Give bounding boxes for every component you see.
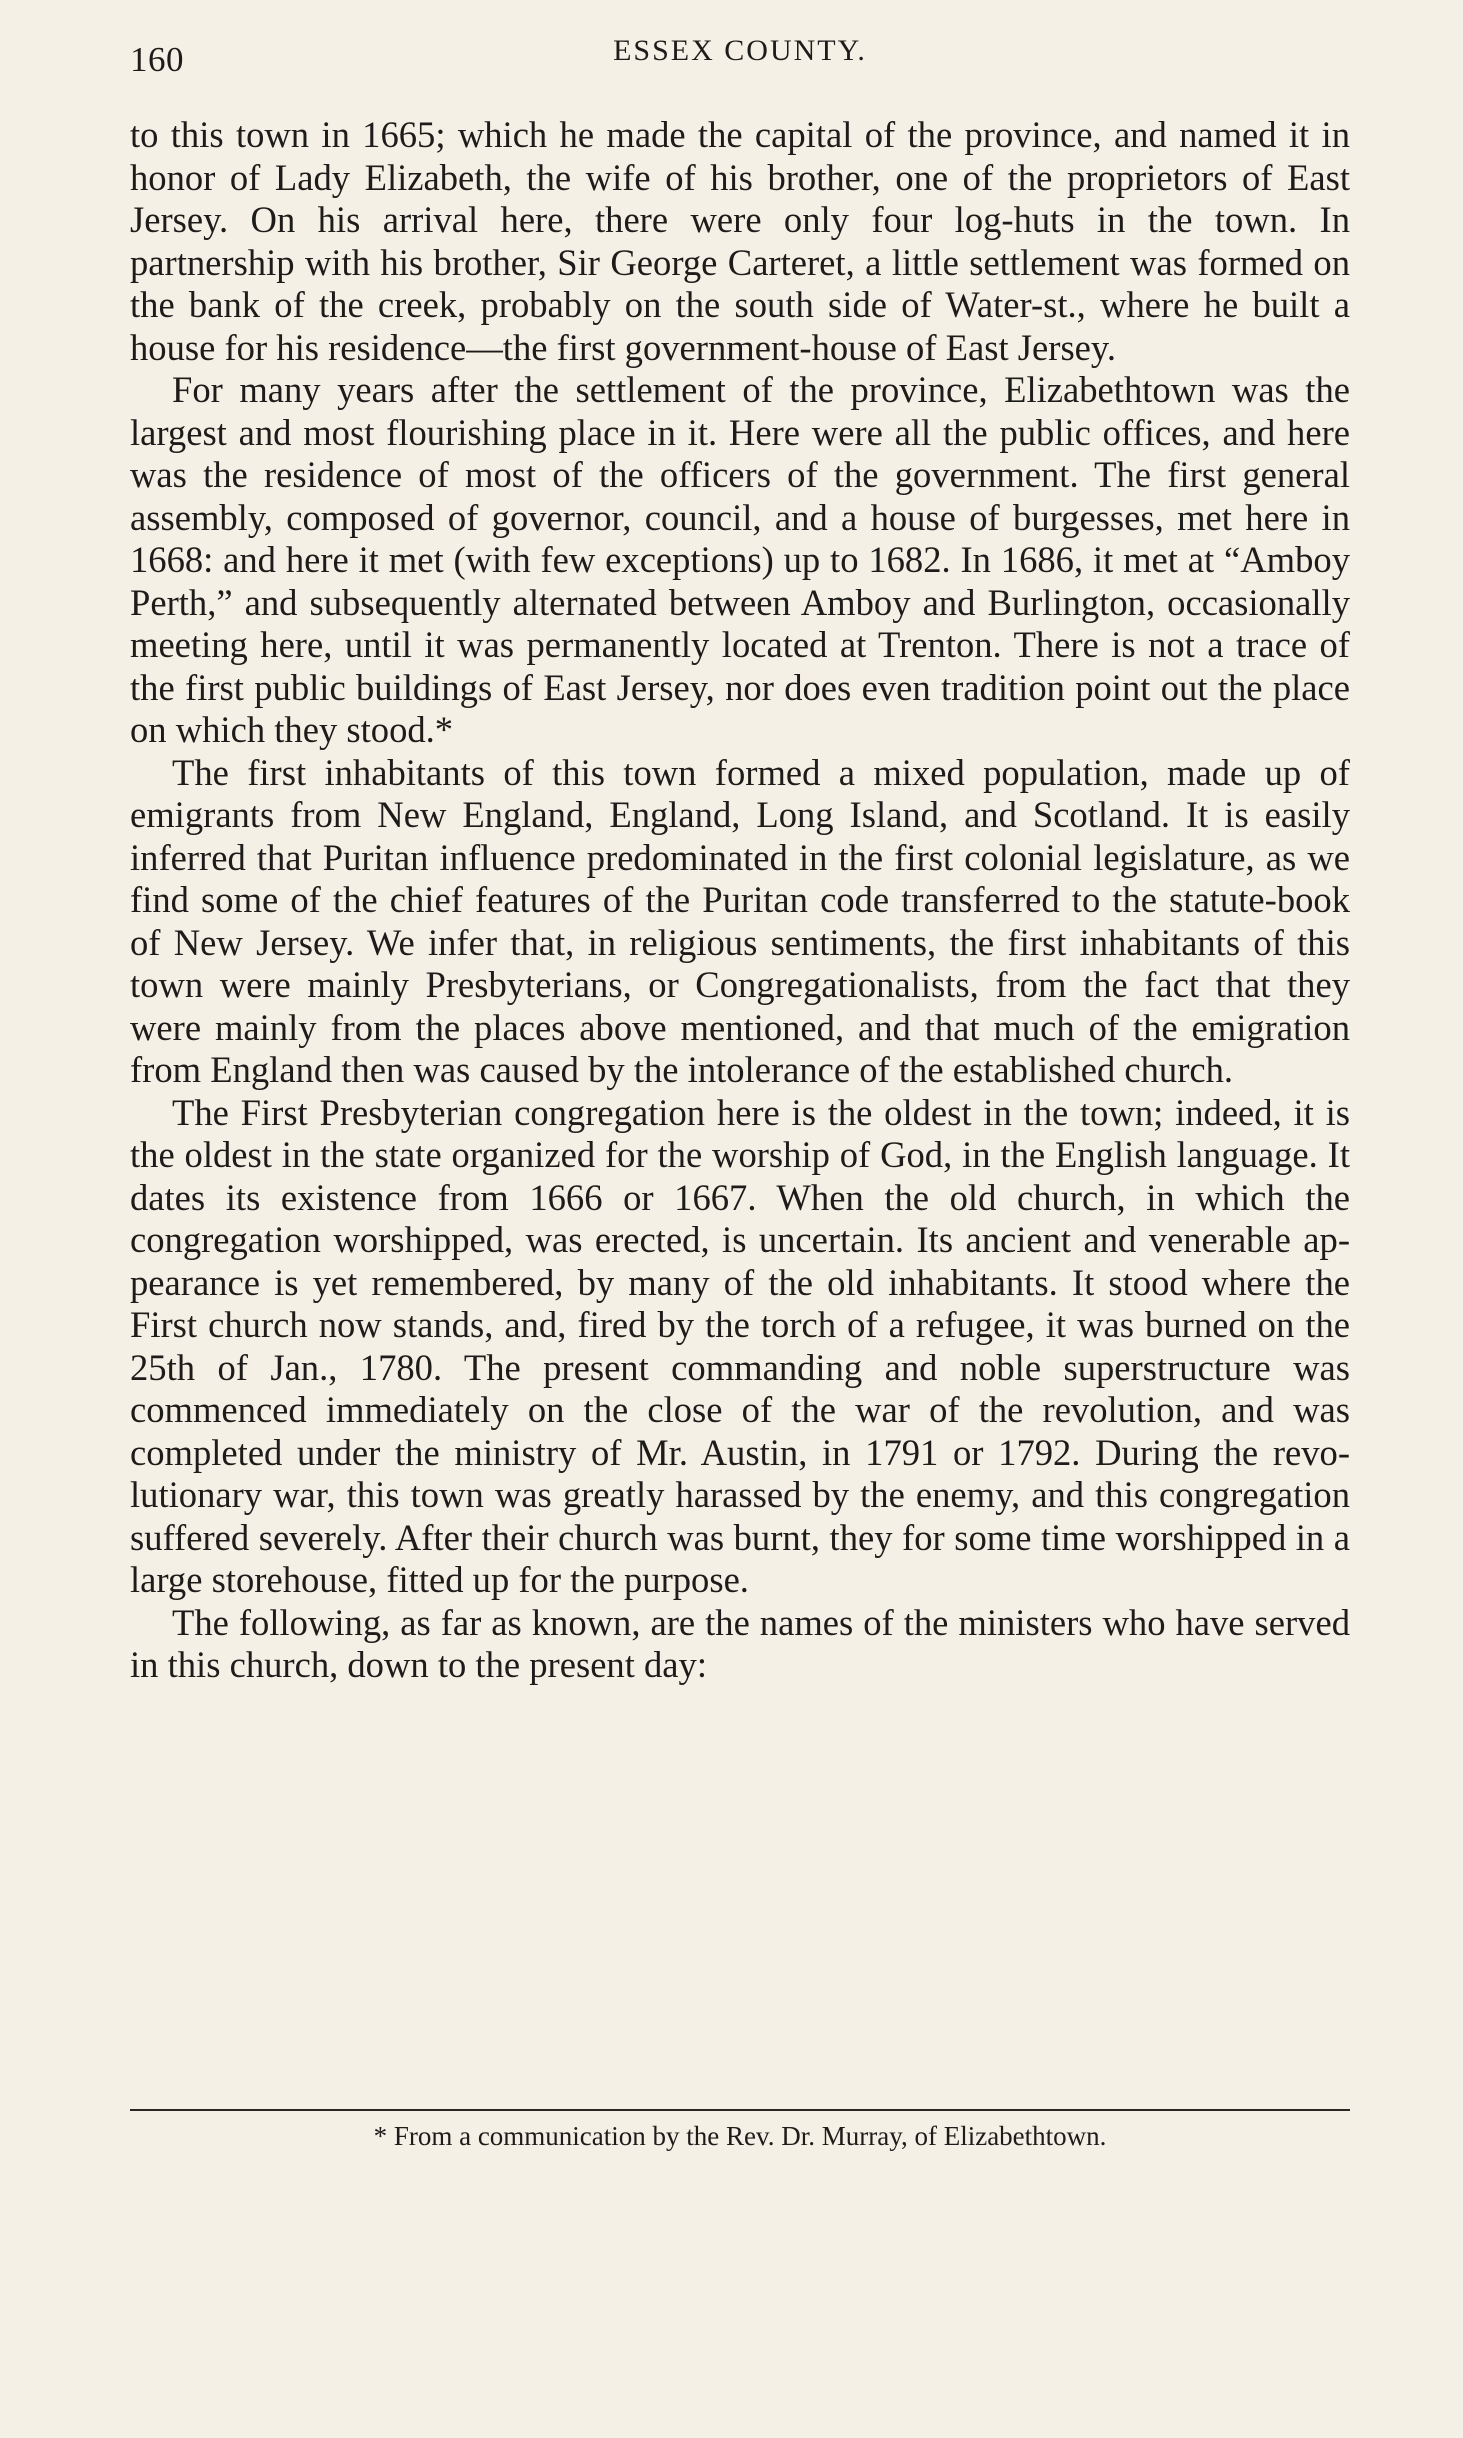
page-header — [130, 32, 1350, 82]
paragraph-4: The First Presbyterian congregation here is the oldest in the town; indeed, it is the oldest in the state organized for the worship of God, in the English language. It dates its existence from 1666 or 1667. When the old church, in which the congregation worshipped, was erected, is uncertain. Its ancient and venerable appearance is yet remembered, by many of the old inhabitants. It stood where the First church now stands, and, fired by the torch of a refugee, it was burned on the 25th of Jan., 1780. The present commanding and noble superstructure was commenced immediately on the close of the war of the revolution, and was completed under the ministry of Mr. Austin, in 1791 or 1792. During the revolutionary war, this town was greatly harassed by the enemy, and this congregation suffered severely. After their church was burnt, they for some time worshipped in a large storehouse, fitted up for the purpose. — [130, 1091, 1350, 1600]
paragraph-2: For many years after the settlement of the province, Elizabethtown was the largest and most flourishing place in it. Here were all the public offices, and here was the residence of most of the officers of the government. The first general assembly, composed of governor, council, and a house of burgesses, met here in 1668: and here it met (with few exceptions) up to 1682. In 1686, it met at “Amboy Perth,” and subsequently alternated between Amboy and Burlington, occasionally meeting here, until it was permanently located at Trenton. There is not a trace of the first public buildings of East Jersey, nor does even tradition point out the place on which they stood.* — [130, 369, 1350, 750]
running-head: ESSEX COUNTY. — [613, 34, 867, 67]
footnote-divider — [130, 2109, 1350, 2111]
body-text — [130, 114, 1350, 1687]
page-number: 160 — [130, 40, 184, 79]
paragraph-5: The following, as far as known, are the names of the ministers who have served in this church, down to the present day: — [130, 1601, 1350, 1685]
footnote: * From a communication by the Rev. Dr. Murray, of Elizabethtown. — [373, 2121, 1107, 2151]
paragraph-3: The first inhabitants of this town formed a mixed population, made up of emigrants from New England, England, Long Island, and Scotland. It is easily inferred that Puritan influence predominated in the first colonial legislature, as we find some of the chief features of the Puritan code transferred to the statute-book of New Jersey. We infer that, in religious sentiments, the first inhabitants of this town were mainly Presbyterians, or Congregationalists, from the fact that they were mainly from the places above mentioned, and that much of the emigration from England then was caused by the intolerance of the established church. — [130, 751, 1350, 1090]
paragraph-1: to this town in 1665; which he made the capital of the province, and named it in honor of Lady Elizabeth, the wife of his brother, one of the proprietors of East Jersey. On his arrival here, there were only four log-huts in the town. In partnership with his brother, Sir George Carteret, a little settlement was formed on the bank of the creek, probably on the south side of Water-st., where he built a house for his residence—the first government-house of East Jersey. — [130, 114, 1350, 368]
